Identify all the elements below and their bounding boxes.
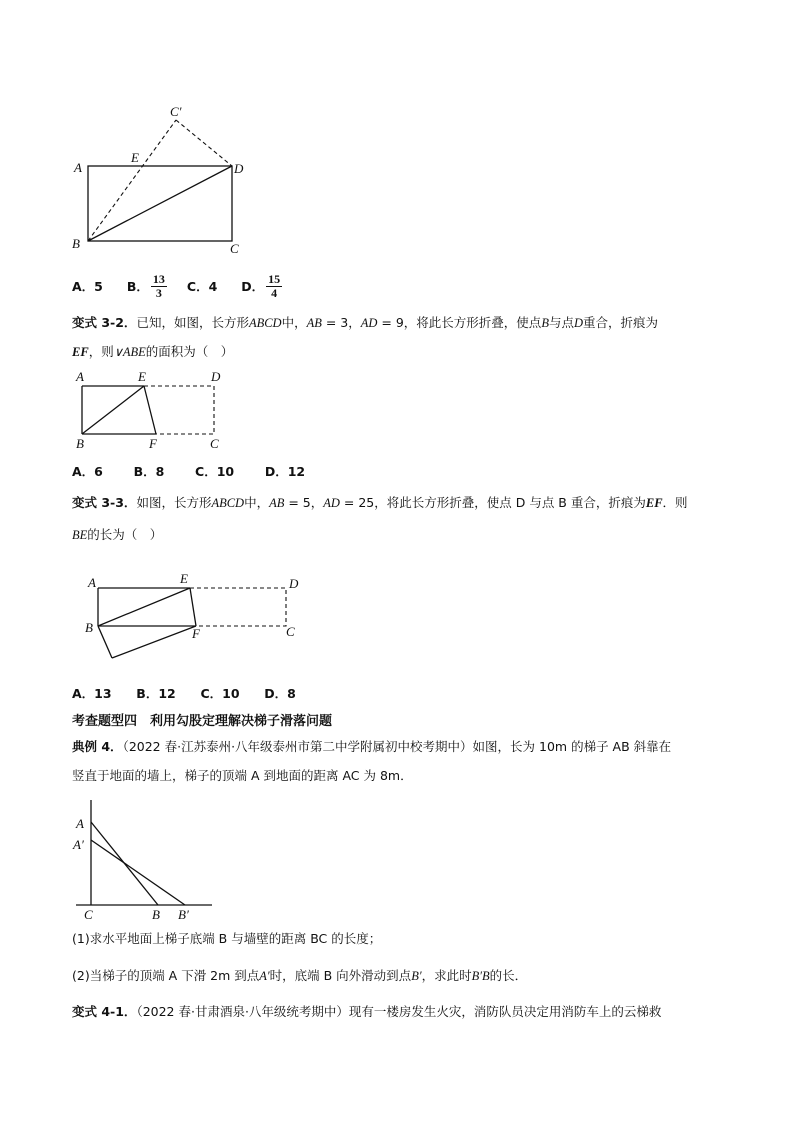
figure-fold-rectangle-2 <box>68 368 238 454</box>
q41-prefix: 变式 4-1． <box>72 1004 137 1019</box>
q32-text: = 3， <box>321 315 361 330</box>
label-c: C <box>230 241 239 256</box>
label-a: A <box>88 575 96 590</box>
figure-fold-rectangle-3 <box>80 570 310 665</box>
q33-line-1 <box>72 494 688 512</box>
dashed-c-prime-d <box>176 120 232 166</box>
q32-option-c: C．10 <box>195 464 235 479</box>
label-b: B <box>85 620 93 635</box>
ex4-line-2 <box>72 767 413 785</box>
math-ef: EF <box>645 496 663 510</box>
label-a-prime: A′ <box>73 837 84 852</box>
ex4-text: 竖直于地面的墙上，梯子的顶端 A 到地面的距离 AC 为 8m． <box>72 768 413 783</box>
q33-text: 如图，长方形 <box>136 495 212 510</box>
math-b: B <box>541 316 549 330</box>
math-abcd: ABCD <box>211 496 245 510</box>
label-e: E <box>180 571 188 586</box>
math-triangle-abe: ∨ABE <box>113 345 146 359</box>
q33-option-a: A．13 <box>72 686 112 701</box>
math-ab: AB <box>269 496 285 510</box>
q32-text: ，则 <box>88 344 114 359</box>
q33-option-b: B．12 <box>136 686 176 701</box>
ex4-line-1 <box>72 738 671 756</box>
fraction-denominator: 3 <box>155 285 162 300</box>
label-c: C <box>286 624 295 639</box>
q41-line-1 <box>72 1003 661 1021</box>
q32-line-1 <box>72 314 658 332</box>
label-a: A <box>76 816 84 831</box>
math-a-prime: A′ <box>259 969 270 983</box>
label-b: B <box>72 236 80 251</box>
q31-option-d-fraction <box>266 273 282 300</box>
ex4-q2-text: 时，底端 B 向外滑动到点 <box>269 968 412 983</box>
label-b: B <box>76 436 84 451</box>
dashed-edc-f <box>190 588 286 626</box>
label-b: B <box>152 907 160 920</box>
math-d: D <box>573 316 583 330</box>
math-ef: EF <box>72 345 89 359</box>
fraction-numerator: 13 <box>152 271 165 286</box>
ex4-question-2 <box>72 967 527 985</box>
segment-be <box>82 386 144 434</box>
ex4-q2-text: (2)当梯子的顶端 A 下滑 2m 到点 <box>72 968 260 983</box>
segment-ef <box>190 588 196 626</box>
label-b-prime: B′ <box>178 907 189 920</box>
figure-fold-rectangle-1 <box>60 98 260 258</box>
label-f: F <box>192 626 200 641</box>
q31-option-b-fraction <box>151 273 167 300</box>
fraction-denominator: 4 <box>271 285 278 300</box>
q32-option-b: B．8 <box>133 464 165 479</box>
folded-edge-c-prime-f <box>112 626 196 658</box>
label-e: E <box>131 150 139 165</box>
label-c-prime: C′ <box>170 104 182 119</box>
math-ad: AD <box>323 496 340 510</box>
label-c: C <box>210 436 219 451</box>
label-a: A <box>76 369 84 384</box>
section-heading: 考查题型四 利用勾股定理解决梯子滑落问题 <box>72 714 333 729</box>
q32-text: 已知，如图，长方形 <box>136 315 249 330</box>
math-b-prime-b: B′B <box>471 969 490 983</box>
q32-text: 中， <box>281 315 307 330</box>
q33-prefix: 变式 3-3． <box>72 495 137 510</box>
ex4-q2-text: ，求此时 <box>421 968 472 983</box>
dashed-bc-prime <box>88 120 176 241</box>
math-b-prime: B′ <box>411 969 422 983</box>
q31-option-d: D． <box>241 279 265 294</box>
math-ab: AB <box>306 316 322 330</box>
q32-prefix: 变式 3-2． <box>72 315 137 330</box>
math-ad: AD <box>360 316 378 330</box>
q32-text: 重合，折痕为 <box>583 315 659 330</box>
q32-text: 与点 <box>548 315 574 330</box>
ex4-text: （2022 春·江苏泰州·八年级泰州市第二中学附属初中校考期中）如图，长为 10m 的梯子 AB 斜靠在 <box>122 739 672 754</box>
q33-text: ．则 <box>662 495 688 510</box>
label-e: E <box>138 369 146 384</box>
q31-option-c: C．4 <box>186 279 218 294</box>
ladder-a-prime-b-prime <box>91 840 185 905</box>
diagonal-bd <box>88 166 232 241</box>
label-f: F <box>149 436 157 451</box>
q31-options <box>72 268 284 304</box>
q33-text: 的长为（ ） <box>87 527 163 542</box>
label-d: D <box>289 576 299 591</box>
math-be: BE <box>72 528 88 542</box>
segment-be <box>98 588 190 626</box>
q33-option-c: C．10 <box>200 686 240 701</box>
ex4-question-1: (1)求水平地面上梯子底端 B 与墙壁的距离 BC 的长度； <box>72 931 382 946</box>
q41-text: （2022 春·甘肃酒泉·八年级统考期中）现有一楼房发生火灾，消防队员决定用消防车上的云梯救 <box>136 1004 662 1019</box>
q32-text: = 9，将此长方形折叠，使点 <box>377 315 542 330</box>
ex4-q2-text: 的长． <box>489 968 528 983</box>
q32-line-2 <box>72 343 233 361</box>
q32-option-d: D．12 <box>264 464 306 479</box>
label-d: D <box>211 369 221 384</box>
math-abcd: ABCD <box>248 316 282 330</box>
folded-edge-b-c-prime <box>98 626 112 658</box>
q33-text: 中， <box>244 495 270 510</box>
q33-options <box>72 684 296 702</box>
q33-line-2 <box>72 526 162 544</box>
q31-option-b: B． <box>126 279 149 294</box>
q33-text: = 25，将此长方形折叠，使点 D 与点 B 重合，折痕为 <box>339 495 646 510</box>
q32-option-a: A．6 <box>72 464 103 479</box>
fraction-numerator: 15 <box>268 271 281 286</box>
q32-text: 的面积为（ ） <box>145 344 234 359</box>
figure-ladder <box>66 795 226 920</box>
q31-option-a: A．5 <box>72 279 103 294</box>
q33-option-d: D．8 <box>264 686 296 701</box>
label-d: D <box>234 161 244 176</box>
segment-ef <box>144 386 156 434</box>
label-c: C <box>84 907 93 920</box>
q33-text: = 5， <box>284 495 324 510</box>
ex4-prefix: 典例 4． <box>72 739 123 754</box>
q32-options <box>72 462 305 480</box>
label-a: A <box>74 160 82 175</box>
